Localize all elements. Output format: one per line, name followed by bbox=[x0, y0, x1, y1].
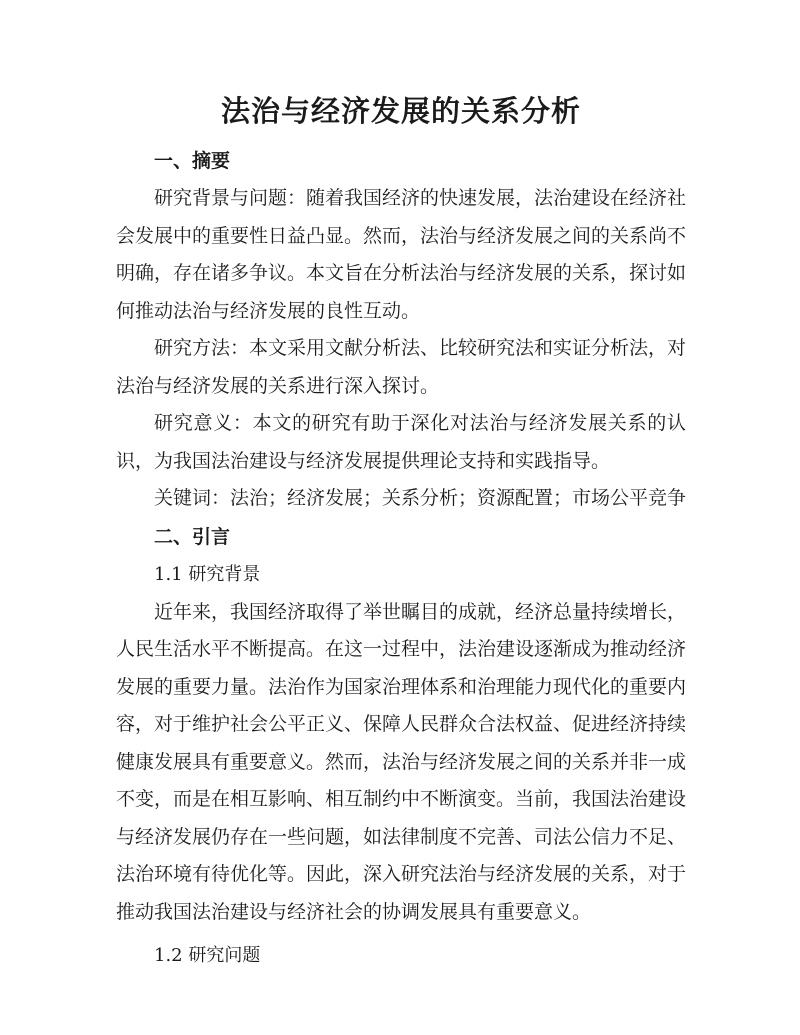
introduction-heading: 二、引言 bbox=[154, 525, 231, 548]
subsection-1-2-heading: 1.2 研究问题 bbox=[154, 945, 261, 966]
abstract-heading: 一、摘要 bbox=[154, 150, 231, 172]
abstract-significance-paragraph: 研究意义：本文的研究有助于深化对法治与经济发展关系的认识，为我国法治建设与经济发展提供理论支持和实践指导。 bbox=[116, 412, 686, 472]
keywords-line: 关键词：法治；经济发展；关系分析；资源配置；市场公平竞争 bbox=[154, 487, 687, 509]
document-title: 法治与经济发展的关系分析 bbox=[220, 94, 581, 128]
subsection-1-1-heading: 1.1 研究背景 bbox=[154, 563, 261, 585]
background-paragraph: 近年来，我国经济取得了举世瞩目的成就，经济总量持续增长，人民生活水平不断提高。在这一过程中，法治建设逐渐成为推动经济发展的重要力量。法治作为国家治理体系和治理能力现代化的重要内容，对于维护社会公平正义、保障人民群众合法权益、促进经济持续健康发展具有重要意义。然而，法治与经济发展之间的关系并非一成不变，而是在相互影响、相互制约中不断演变。当前，我国法治建设与经济发展仍存在一些问题，如法律制度不完善、司法公信力不足、法治环境有待优化等。因此，深入研究法治与经济发展的关系，对于推动我国法治建设与经济社会的协调发展具有重要意义。 bbox=[116, 600, 687, 923]
abstract-method-paragraph: 研究方法：本文采用文献分析法、比较研究法和实证分析法，对法治与经济发展的关系进行深入探讨。 bbox=[116, 337, 687, 397]
abstract-background-paragraph: 研究背景与问题：随着我国经济的快速发展，法治建设在经济社会发展中的重要性日益凸显。然而，法治与经济发展之间的关系尚不明确，存在诸多争议。本文旨在分析法治与经济发展的关系，探讨如何推动法治与经济发展的良性互动。 bbox=[116, 187, 687, 322]
document-page bbox=[116, 88, 686, 975]
